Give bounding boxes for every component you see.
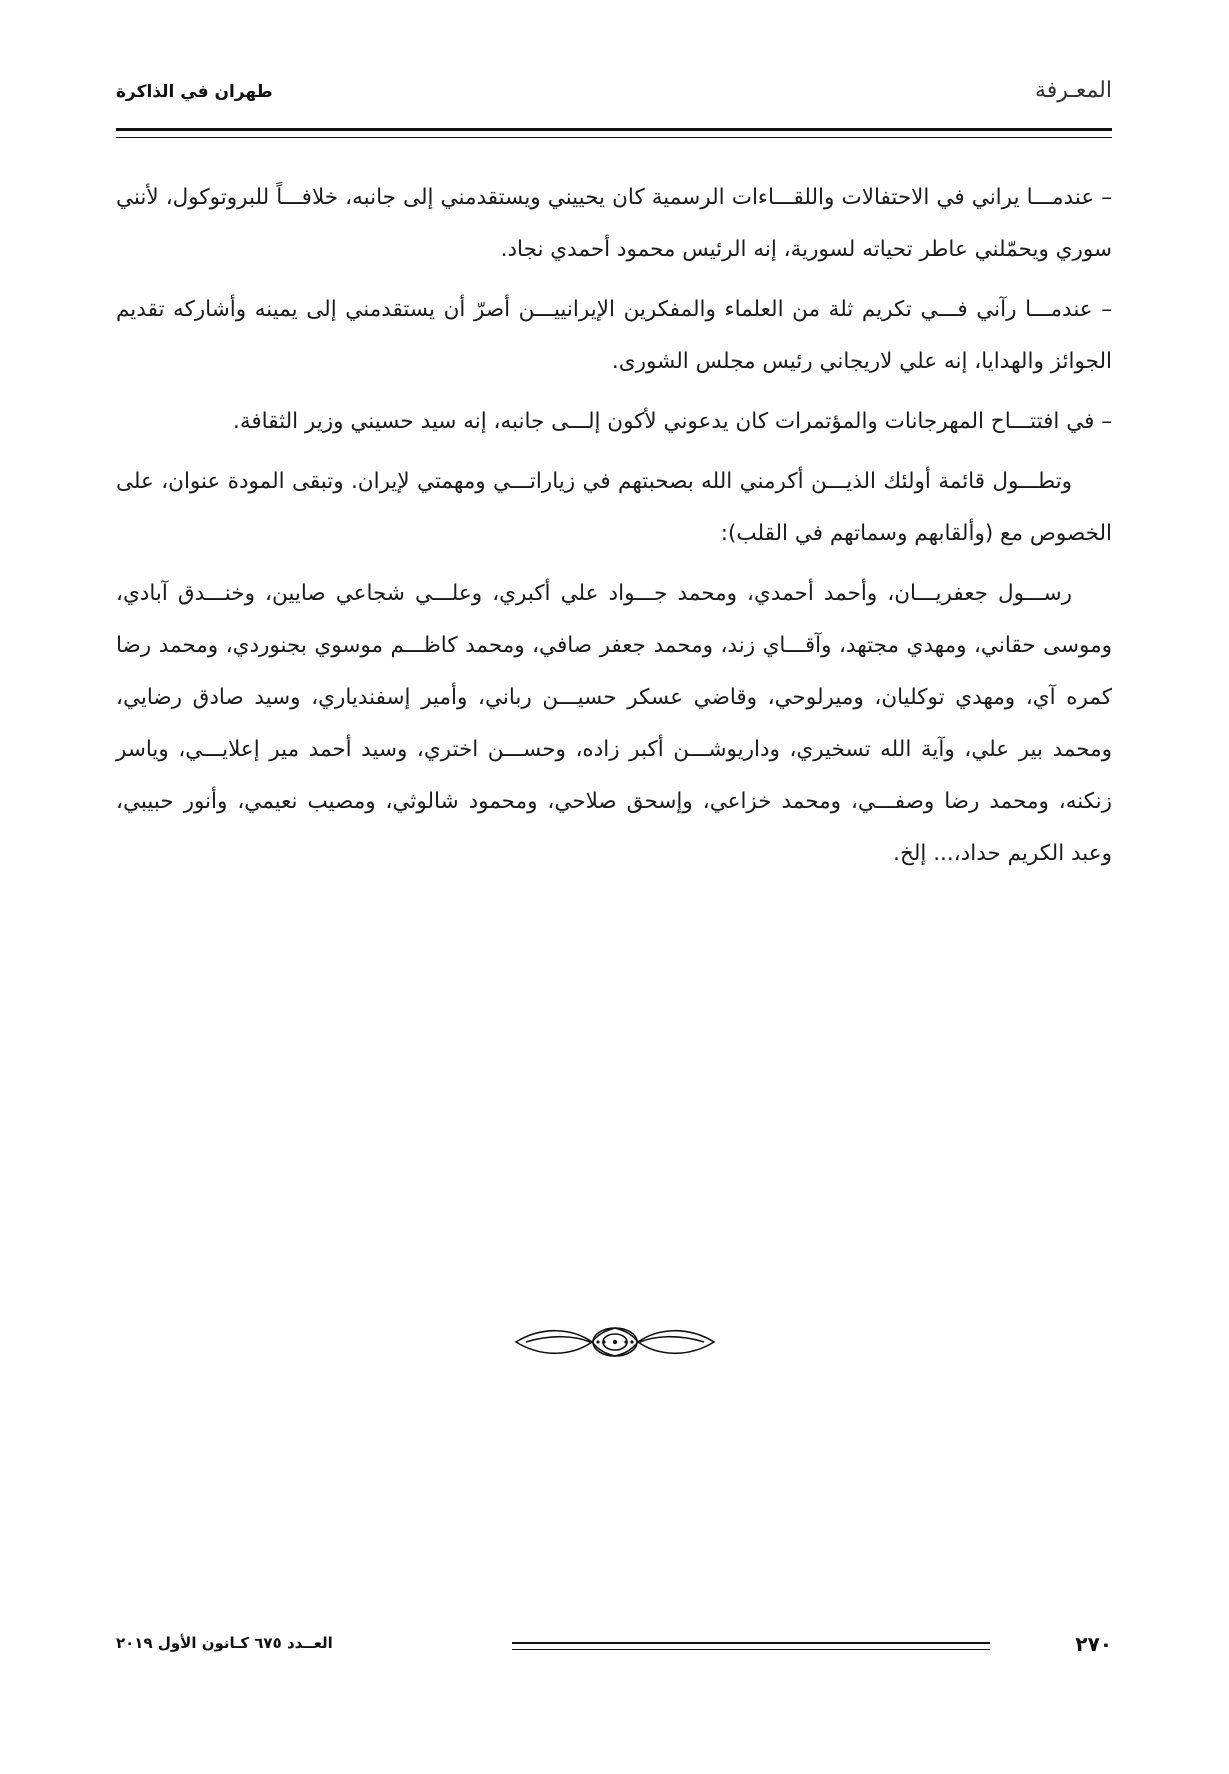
header-rule bbox=[116, 128, 1112, 138]
page-number: ٢٧٠ bbox=[1075, 1632, 1112, 1656]
footer-rule bbox=[512, 1642, 990, 1650]
end-ornament-icon bbox=[512, 1318, 718, 1366]
page-footer bbox=[116, 1632, 1112, 1662]
paragraph: رســـول جعفريـــان، وأحمد أحمدي، ومحمد جـــواد علي أكبري، وعلـــي شجاعي صايين، وخنـــدق آبادي، وموسى حقاني، ومهدي مجتهد، وآقـــاي زند، ومحمد جعفر صافي، ومحمد كاظـــم موسوي بجنوردي، ومحمد رضا كمره آي، ومهدي توكليان، وميرلوحي، وقاضي عسكر حسيـــن رباني، وأمير إسفندياري، وسيد صادق رضايي، ومحمد بير علي، وآية الله تسخيري، وداريوشـــن أكبر زاده، وحســـن اختري، وسيد أحمد مير إعلايـــي، وياسر زنكنه، ومحمد رضا وصفـــي، ومحمد خزاعي، وإسحق صلاحي، ومحمود شالوثي، ومصيب نعيمي، وأنور حبيبي، وعبد الكريم حداد،... إلخ. bbox=[116, 581, 1112, 866]
paragraph: – في افتتـــاح المهرجانات والمؤتمرات كان يدعوني لأكون إلـــى جانبه، إنه سيد حسيني وزير الثقافة. bbox=[233, 409, 1112, 434]
running-title: طهران في الذاكرة bbox=[116, 82, 273, 102]
paragraph: وتطـــول قائمة أولئك الذيـــن أكرمني الله بصحبتهم في زياراتـــي ومهمتي لإيران. وتبقى المودة عنوان، على الخصوص مع (وألقابهم وسماتهم في القلب): bbox=[116, 469, 1112, 546]
page-header bbox=[116, 78, 1112, 118]
paragraph: – عندمـــا يراني في الاحتفالات واللقـــاءات الرسمية كان يحييني ويستقدمني إلى جانبه، خلافـــاً للبروتوكول، لأنني سوري ويحمّلني عاطر تحياته لسورية، إنه الرئيس محمود أحمدي نجاد. bbox=[116, 185, 1112, 262]
issue-info: العــدد ٦٧٥ كـانون الأول ٢٠١٩ bbox=[116, 1634, 333, 1652]
article-body bbox=[116, 172, 1112, 888]
magazine-logo: المعـرفة bbox=[1034, 78, 1112, 103]
paragraph: – عندمـــا رآني فـــي تكريم ثلة من العلماء والمفكرين الإيرانييـــن أصرّ أن يستقدمني إلى يمينه وأشاركه تقديم الجوائز والهدايا، إنه علي لاريجاني رئيس مجلس الشورى. bbox=[116, 297, 1112, 374]
